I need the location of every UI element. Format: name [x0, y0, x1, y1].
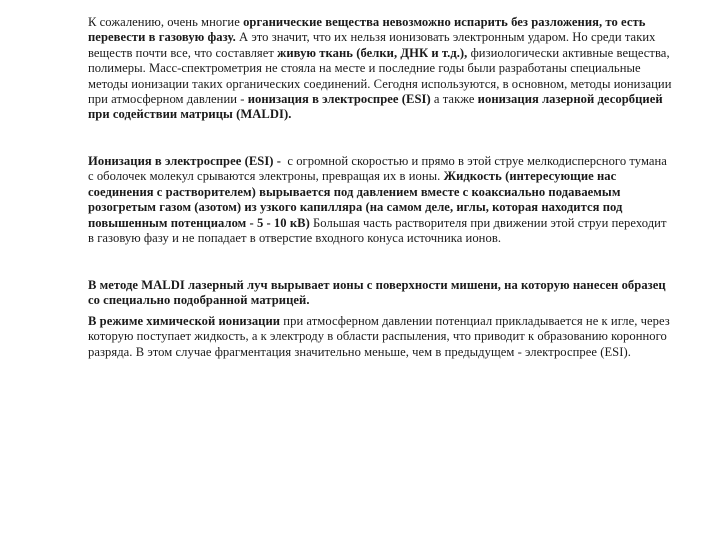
- text-run-bold: Ионизация в электроспрее (ESI) -: [88, 154, 281, 168]
- text-run: Большая часть растворителя при движении этой струи переходит в газовую фазу и не попадает в отверстие входного конуса источника ионов.: [88, 215, 670, 246]
- paragraph-maldi: [88, 278, 674, 309]
- text-run-bold: живую ткань (белки, ДНК и т.д.),: [277, 45, 468, 60]
- text-run-bold: В режиме химической ионизации: [88, 314, 281, 328]
- text-run-bold: органические вещества невозможно испарить без разложения, то есть перевести в газовую фазу.: [88, 15, 646, 45]
- text-run: А это значит, что их нельзя ионизовать электронным ударом. Но среди таких веществ почти все, что составляет: [88, 30, 659, 60]
- text-run-bold: ионизация лазерной десорбцией при содействии матрицы (MALDI).: [88, 92, 663, 122]
- paragraph-chemical-ionization: [88, 314, 674, 360]
- text-run-bold: ионизация в электроспрее (ESI): [247, 92, 431, 107]
- text-run: физиологически активные вещества, полимеры. Масс-спектрометрия не стояла на месте и последние годы были разработаны специальные методы ионизации таких органических соединений. Сегодня используются, в основном, методы ионизации при атмосферном давлении -: [88, 45, 675, 107]
- text-run-bold: Жидкость (интересующие нас соединения с растворителем) вырывается под давлением вместе с коаксиально подаваемым розогретым газом (азотом) из узкого капилляра (на самом деле, иглы, которая находится под повышенным потенциалом - 5 - 10 кВ): [88, 169, 623, 230]
- text-run: при атмосферном давлении потенциал прикладывается не к игле, через которую поступает жидкость, а к электроду в области распыления, что приводит к образованию коронного разряда. В этом случае фрагментация значительно меньше, чем в предыдущем - электроспрее (ESI).: [88, 314, 674, 359]
- paragraph-esi: [88, 154, 674, 246]
- text-run-bold: В методе MALDI лазерный луч вырывает ионы с поверхности мишени, на которую нанесен образец со специально подобранной матрицей.: [88, 278, 666, 308]
- text-run: а также: [430, 92, 478, 107]
- text-run: с огромной скоростью и прямо в этой струе мелкодисперсного тумана с оболочек молекул срываются электроны, превращая их в ионы.: [88, 154, 671, 184]
- text-run: К сожалению, очень многие: [88, 15, 244, 29]
- paragraph-intro: [88, 15, 674, 123]
